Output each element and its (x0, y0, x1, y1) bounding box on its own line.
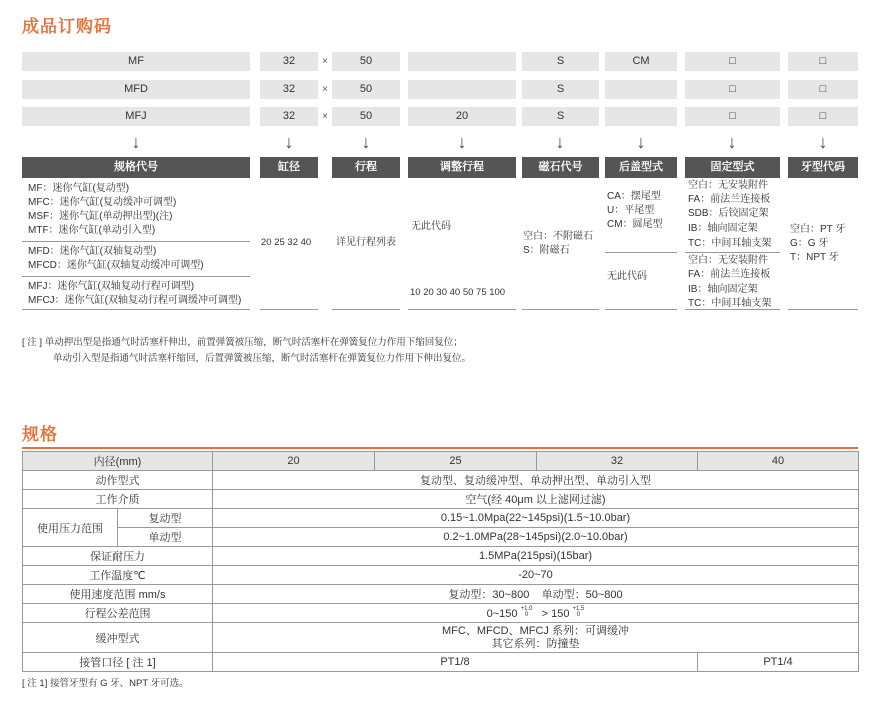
cushion-line-2: 其它系列：防撞垫 (491, 637, 580, 650)
row2-adjust (408, 80, 516, 99)
speed-label: 使用速度范围 mm/s (23, 585, 213, 604)
double-value: 0.15~1.0Mpa(22~145psi)(1.5~10.0bar) (213, 509, 859, 528)
row2-cover (605, 80, 677, 99)
spec-table (22, 451, 859, 672)
thread-item: G：G 牙 (790, 238, 829, 249)
arrow-down-icon: ↓ (555, 132, 565, 152)
proof-value: 1.5MPa(215psi)(15bar) (213, 547, 859, 566)
table-row (23, 653, 859, 672)
temp-value: -20~70 (213, 566, 859, 585)
bore-20: 20 (213, 452, 375, 471)
pressure-label: 使用压力范围 (23, 509, 118, 547)
double-label: 复动型 (118, 509, 213, 528)
magnet-item: S：附磁石 (523, 245, 570, 256)
row1-magnet: S (522, 52, 599, 71)
port-value-b: PT1/4 (698, 653, 859, 672)
arrow-down-icon: ↓ (284, 132, 294, 152)
header-bore: 缸径 (260, 157, 318, 178)
mount-item: IB：轴向固定架 (688, 223, 758, 234)
row2-model: MFD (22, 80, 250, 99)
header-adjust: 调整行程 (408, 157, 516, 178)
spec-item: MF：迷你气缸(复动型) (28, 183, 130, 194)
header-mount: 固定型式 (685, 157, 780, 178)
row3-bore: 32 (260, 107, 318, 126)
thread-item: T：NPT 牙 (790, 252, 839, 263)
arrow-down-icon: ↓ (457, 132, 467, 152)
thread-column (788, 178, 858, 310)
row3-adjust: 20 (408, 107, 516, 126)
port-value-a: PT1/8 (213, 653, 698, 672)
table-row (23, 509, 859, 528)
bore-40: 40 (698, 452, 859, 471)
cushion-line-1: MFC、MFCD、MFCJ 系列：可调缓冲 (442, 624, 629, 637)
bore-column (260, 178, 318, 310)
header-cover: 后盖型式 (605, 157, 677, 178)
tolerance-value (213, 604, 859, 623)
medium-label: 工作介质 (23, 490, 213, 509)
divider (685, 252, 780, 253)
cover-item: CM：圆尾型 (607, 219, 663, 230)
table-row (23, 585, 859, 604)
arrow-down-icon: ↓ (818, 132, 828, 152)
cover-none: 无此代码 (607, 271, 647, 282)
table-row (23, 547, 859, 566)
port-label: 接管口径 [ 注 1] (23, 653, 213, 672)
spec-item: MFCJ：迷你气缸(双轴复动行程可调缓冲可调型) (28, 295, 242, 306)
mount-item: FA：前法兰连接板 (688, 194, 771, 205)
mount-column (685, 178, 780, 310)
spec-item: MFD：迷你气缸(双轴复动型) (28, 246, 157, 257)
spec-item: MTF：迷你气缸(单动引入型) (28, 225, 156, 236)
arrow-down-icon: ↓ (361, 132, 371, 152)
adjust-column (408, 178, 516, 310)
arrow-down-icon: ↓ (727, 132, 737, 152)
cover-item: CA：摆尾型 (607, 191, 661, 202)
row1-thread: □ (788, 52, 858, 71)
magnet-column (522, 178, 599, 310)
table-row (23, 623, 859, 653)
speed-value: 复动型：30~800 单动型：50~800 (213, 585, 859, 604)
mount-item: FA：前法兰连接板 (688, 269, 771, 280)
header-stroke: 行程 (332, 157, 400, 178)
bore-label: 内径(mm) (23, 452, 213, 471)
row3-model: MFJ (22, 107, 250, 126)
header-spec-code: 规格代号 (22, 157, 250, 178)
row2-times: × (322, 84, 328, 95)
title-underline (22, 447, 858, 449)
spec-title: 规格 (22, 425, 58, 444)
medium-value: 空气(经 40μm 以上滤网过滤) (213, 490, 859, 509)
divider (22, 241, 250, 242)
tolerance-b: > 150 (541, 608, 570, 620)
adjust-none: 无此代码 (411, 221, 451, 232)
row1-stroke: 50 (332, 52, 400, 71)
table-row (23, 471, 859, 490)
row3-magnet: S (522, 107, 599, 126)
mount-item: IB：轴向固定架 (688, 284, 758, 295)
row2-thread: □ (788, 80, 858, 99)
temp-label: 工作温度℃ (23, 566, 213, 585)
spec-item: MSF：迷你气缸(单动押出型)(注) (28, 211, 173, 222)
cover-item: U：平尾型 (607, 205, 655, 216)
thread-item: 空白：PT 牙 (790, 224, 846, 235)
cover-column (605, 178, 677, 310)
stroke-column (332, 178, 400, 310)
bore-values: 20 25 32 40 (261, 237, 312, 248)
mount-item: TC：中间耳轴支架 (688, 298, 772, 309)
row1-times: × (322, 56, 328, 67)
table-row (23, 566, 859, 585)
tolerance-b-lower: 0 (576, 612, 581, 618)
magnet-item: 空白：不附磁石 (523, 231, 593, 242)
row1-adjust (408, 52, 516, 71)
mount-item: 空白：无安装附件 (688, 255, 768, 266)
single-value: 0.2~1.0MPa(28~145psi)(2.0~10.0bar) (213, 528, 859, 547)
spec-item: MFC：迷你气缸(复动缓冲可调型) (28, 197, 177, 208)
bore-25: 25 (375, 452, 537, 471)
arrow-down-icon: ↓ (131, 132, 141, 152)
table-row (23, 528, 859, 547)
spec-item: MFJ：迷你气缸(双轴复动行程可调型) (28, 281, 195, 292)
row1-mount: □ (685, 52, 780, 71)
row2-magnet: S (522, 80, 599, 99)
row2-stroke: 50 (332, 80, 400, 99)
table-row (23, 452, 859, 471)
action-value: 复动型、复动缓冲型、单动押出型、单动引入型 (213, 471, 859, 490)
table-row (23, 490, 859, 509)
row3-thread: □ (788, 107, 858, 126)
single-label: 单动型 (118, 528, 213, 547)
tolerance-a-lower: 0 (524, 612, 529, 618)
mount-item: SDB：后铰固定架 (688, 208, 769, 219)
spec-item: MFCD：迷你气缸(双轴复动缓冲可调型) (28, 260, 204, 271)
divider (22, 276, 250, 277)
divider (605, 252, 677, 253)
spec-code-column (22, 178, 250, 310)
row3-times: × (322, 111, 328, 122)
proof-label: 保证耐压力 (23, 547, 213, 566)
order-note-1: [ 注 ] 单动押出型是指通气时活塞杆伸出，前置弹簧被压缩，断气时活塞杆在弹簧复位力作用下缩回复位； (22, 337, 463, 348)
arrow-down-icon: ↓ (636, 132, 646, 152)
tolerance-label: 行程公差范围 (23, 604, 213, 623)
cushion-value (213, 623, 859, 653)
row3-stroke: 50 (332, 107, 400, 126)
adjust-values: 10 20 30 40 50 75 100 (410, 287, 506, 298)
row3-mount: □ (685, 107, 780, 126)
tolerance-a: 0~150 (486, 608, 518, 620)
action-label: 动作型式 (23, 471, 213, 490)
header-thread: 牙型代码 (788, 157, 858, 178)
spec-note: [ 注 1] 接管牙型有 G 牙、NPT 牙可选。 (22, 678, 189, 689)
order-note-2: 单动引入型是指通气时活塞杆缩回，后置弹簧被压缩，断气时活塞杆在弹簧复位力作用下伸出复位。 (53, 353, 472, 364)
row1-bore: 32 (260, 52, 318, 71)
bore-32: 32 (537, 452, 698, 471)
mount-item: TC：中间耳轴支架 (688, 238, 772, 249)
mount-item: 空白：无安装附件 (688, 180, 768, 191)
header-magnet: 磁石代号 (522, 157, 599, 178)
stroke-text: 详见行程列表 (336, 237, 396, 248)
row1-model: MF (22, 52, 250, 71)
table-row (23, 604, 859, 623)
order-code-title: 成品订购码 (22, 17, 112, 36)
row3-cover (605, 107, 677, 126)
row2-mount: □ (685, 80, 780, 99)
tolerance-b-upper: +1.5 (572, 606, 585, 612)
tolerance-a-upper: +1.0 (520, 606, 533, 612)
row1-cover: CM (605, 52, 677, 71)
row2-bore: 32 (260, 80, 318, 99)
cushion-label: 缓冲型式 (23, 623, 213, 653)
